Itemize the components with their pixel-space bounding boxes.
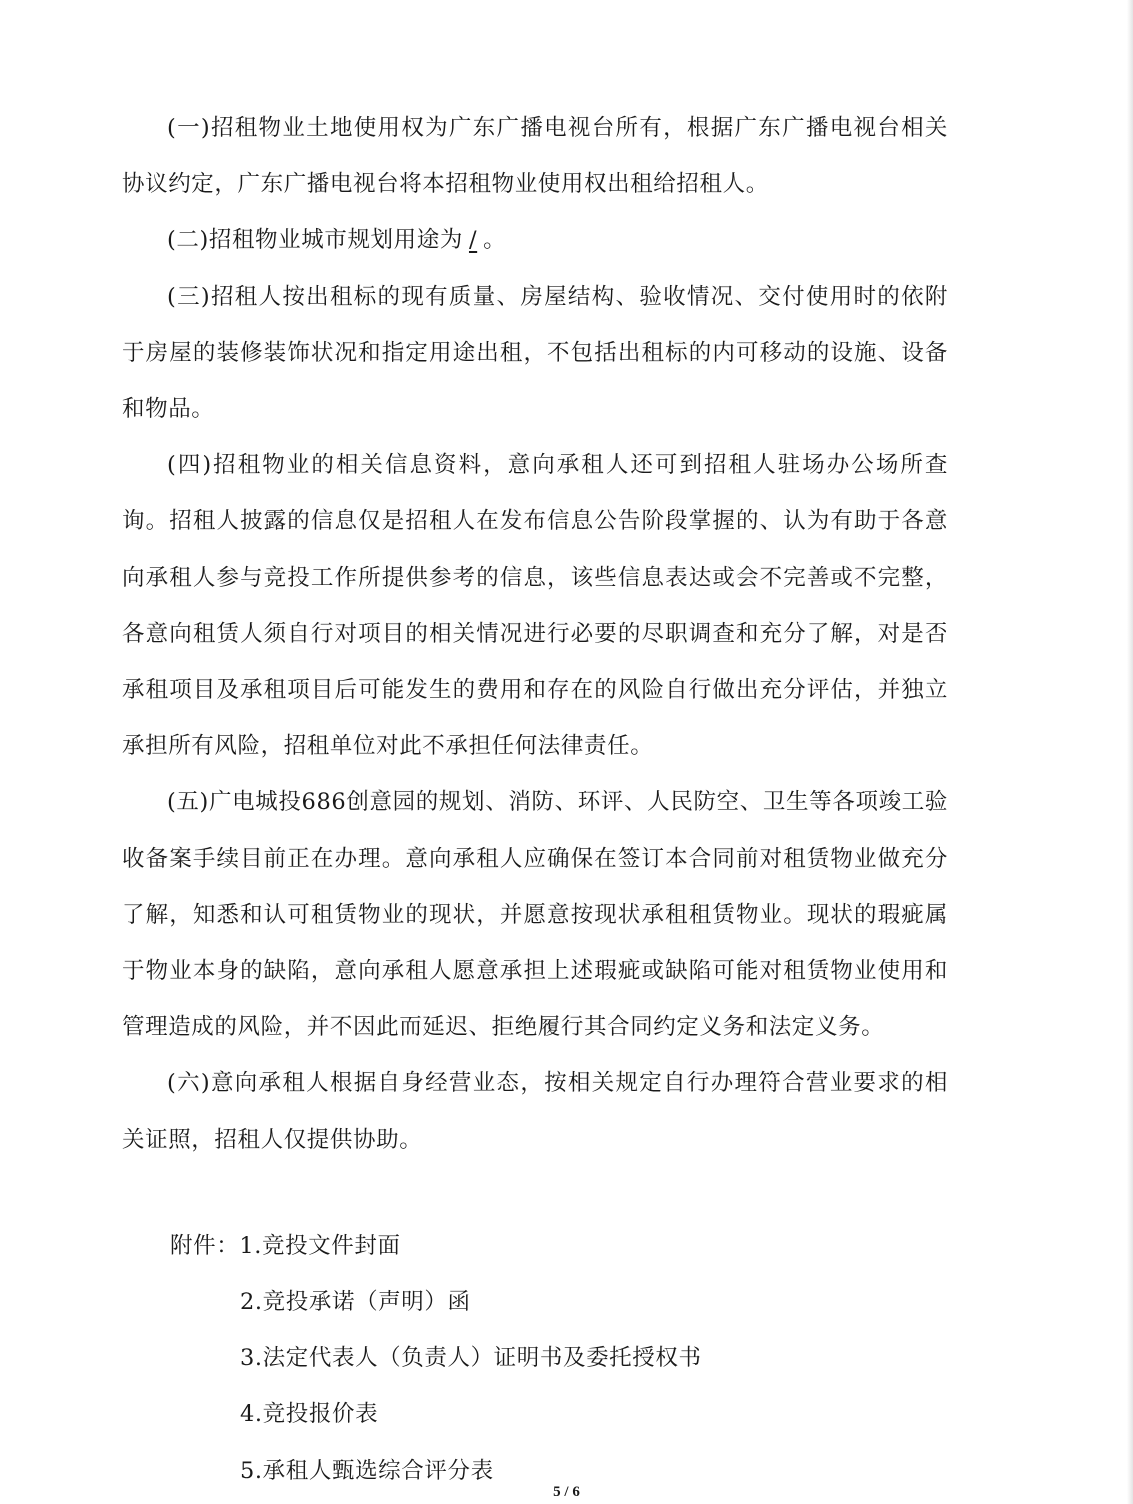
section-spacer — [122, 1168, 948, 1218]
attachment-item — [122, 1330, 948, 1386]
attachment-item — [122, 1218, 948, 1274]
attachment-item-text: 4.竞投报价表 — [240, 1401, 379, 1428]
attachment-item — [122, 1386, 948, 1442]
attachment-label: 附件： — [170, 1232, 240, 1259]
paragraph-2-suffix: 。 — [483, 227, 507, 254]
attachment-item-text: 1.竞投文件封面 — [239, 1232, 401, 1259]
attachment-item-text: 5.承租人甄选综合评分表 — [240, 1457, 494, 1484]
attachment-item-text: 2.竞投承诺（声明）函 — [240, 1289, 471, 1316]
paragraph-4: (四)招租物业的相关信息资料，意向承租人还可到招租人驻场办公场所查询。招租人披露的信息仅是招租人在发布信息公告阶段掌握的、认为有助于各意向承租人参与竞投工作所提供参考的信息，该些信息表达或会不完善或不完整，各意向租赁人须自行对项目的相关情况进行必要的尽职调查和充分了解，对是否承租项目及承租项目后可能发生的费用和存在的风险自行做出充分评估，并独立承担所有风险，招租单位对此不承担任何法律责任。 — [122, 452, 948, 760]
attachment-item-text: 3.法定代表人（负责人）证明书及委托授权书 — [240, 1345, 702, 1372]
planning-use-blank: / — [468, 227, 478, 254]
document-body — [122, 100, 948, 1499]
paragraph-1: (一)招租物业土地使用权为广东广播电视台所有，根据广东广播电视台相关协议约定，广东广播电视台将本招租物业使用权出租给招租人。 — [122, 115, 948, 198]
paragraph-2-prefix: (二)招租物业城市规划用途为 — [167, 227, 463, 254]
attachment-item — [122, 1274, 948, 1330]
paragraph-6: (六)意向承租人根据自身经营业态，按相关规定自行办理符合营业要求的相关证照，招租人仅提供协助。 — [122, 1070, 948, 1153]
page-edge-shadow — [1127, 0, 1133, 1504]
paragraph-2 — [122, 212, 948, 268]
attachment-list — [122, 1218, 948, 1499]
paragraph-3: (三)招租人按出租标的现有质量、房屋结构、验收情况、交付使用时的依附于房屋的装修装饰状况和指定用途出租，不包括出租标的内可移动的设施、设备和物品。 — [122, 283, 948, 423]
paragraph-5: (五)广电城投686创意园的规划、消防、环评、人民防空、卫生等各项竣工验收备案手续目前正在办理。意向承租人应确保在签订本合同前对租赁物业做充分了解，知悉和认可租赁物业的现状，并愿意按现状承租租赁物业。现状的瑕疵属于物业本身的缺陷，意向承租人愿意承担上述瑕疵或缺陷可能对租赁物业使用和管理造成的风险，并不因此而延迟、拒绝履行其合同约定义务和法定义务。 — [122, 789, 948, 1041]
page-number: 5 / 6 — [553, 1484, 580, 1500]
